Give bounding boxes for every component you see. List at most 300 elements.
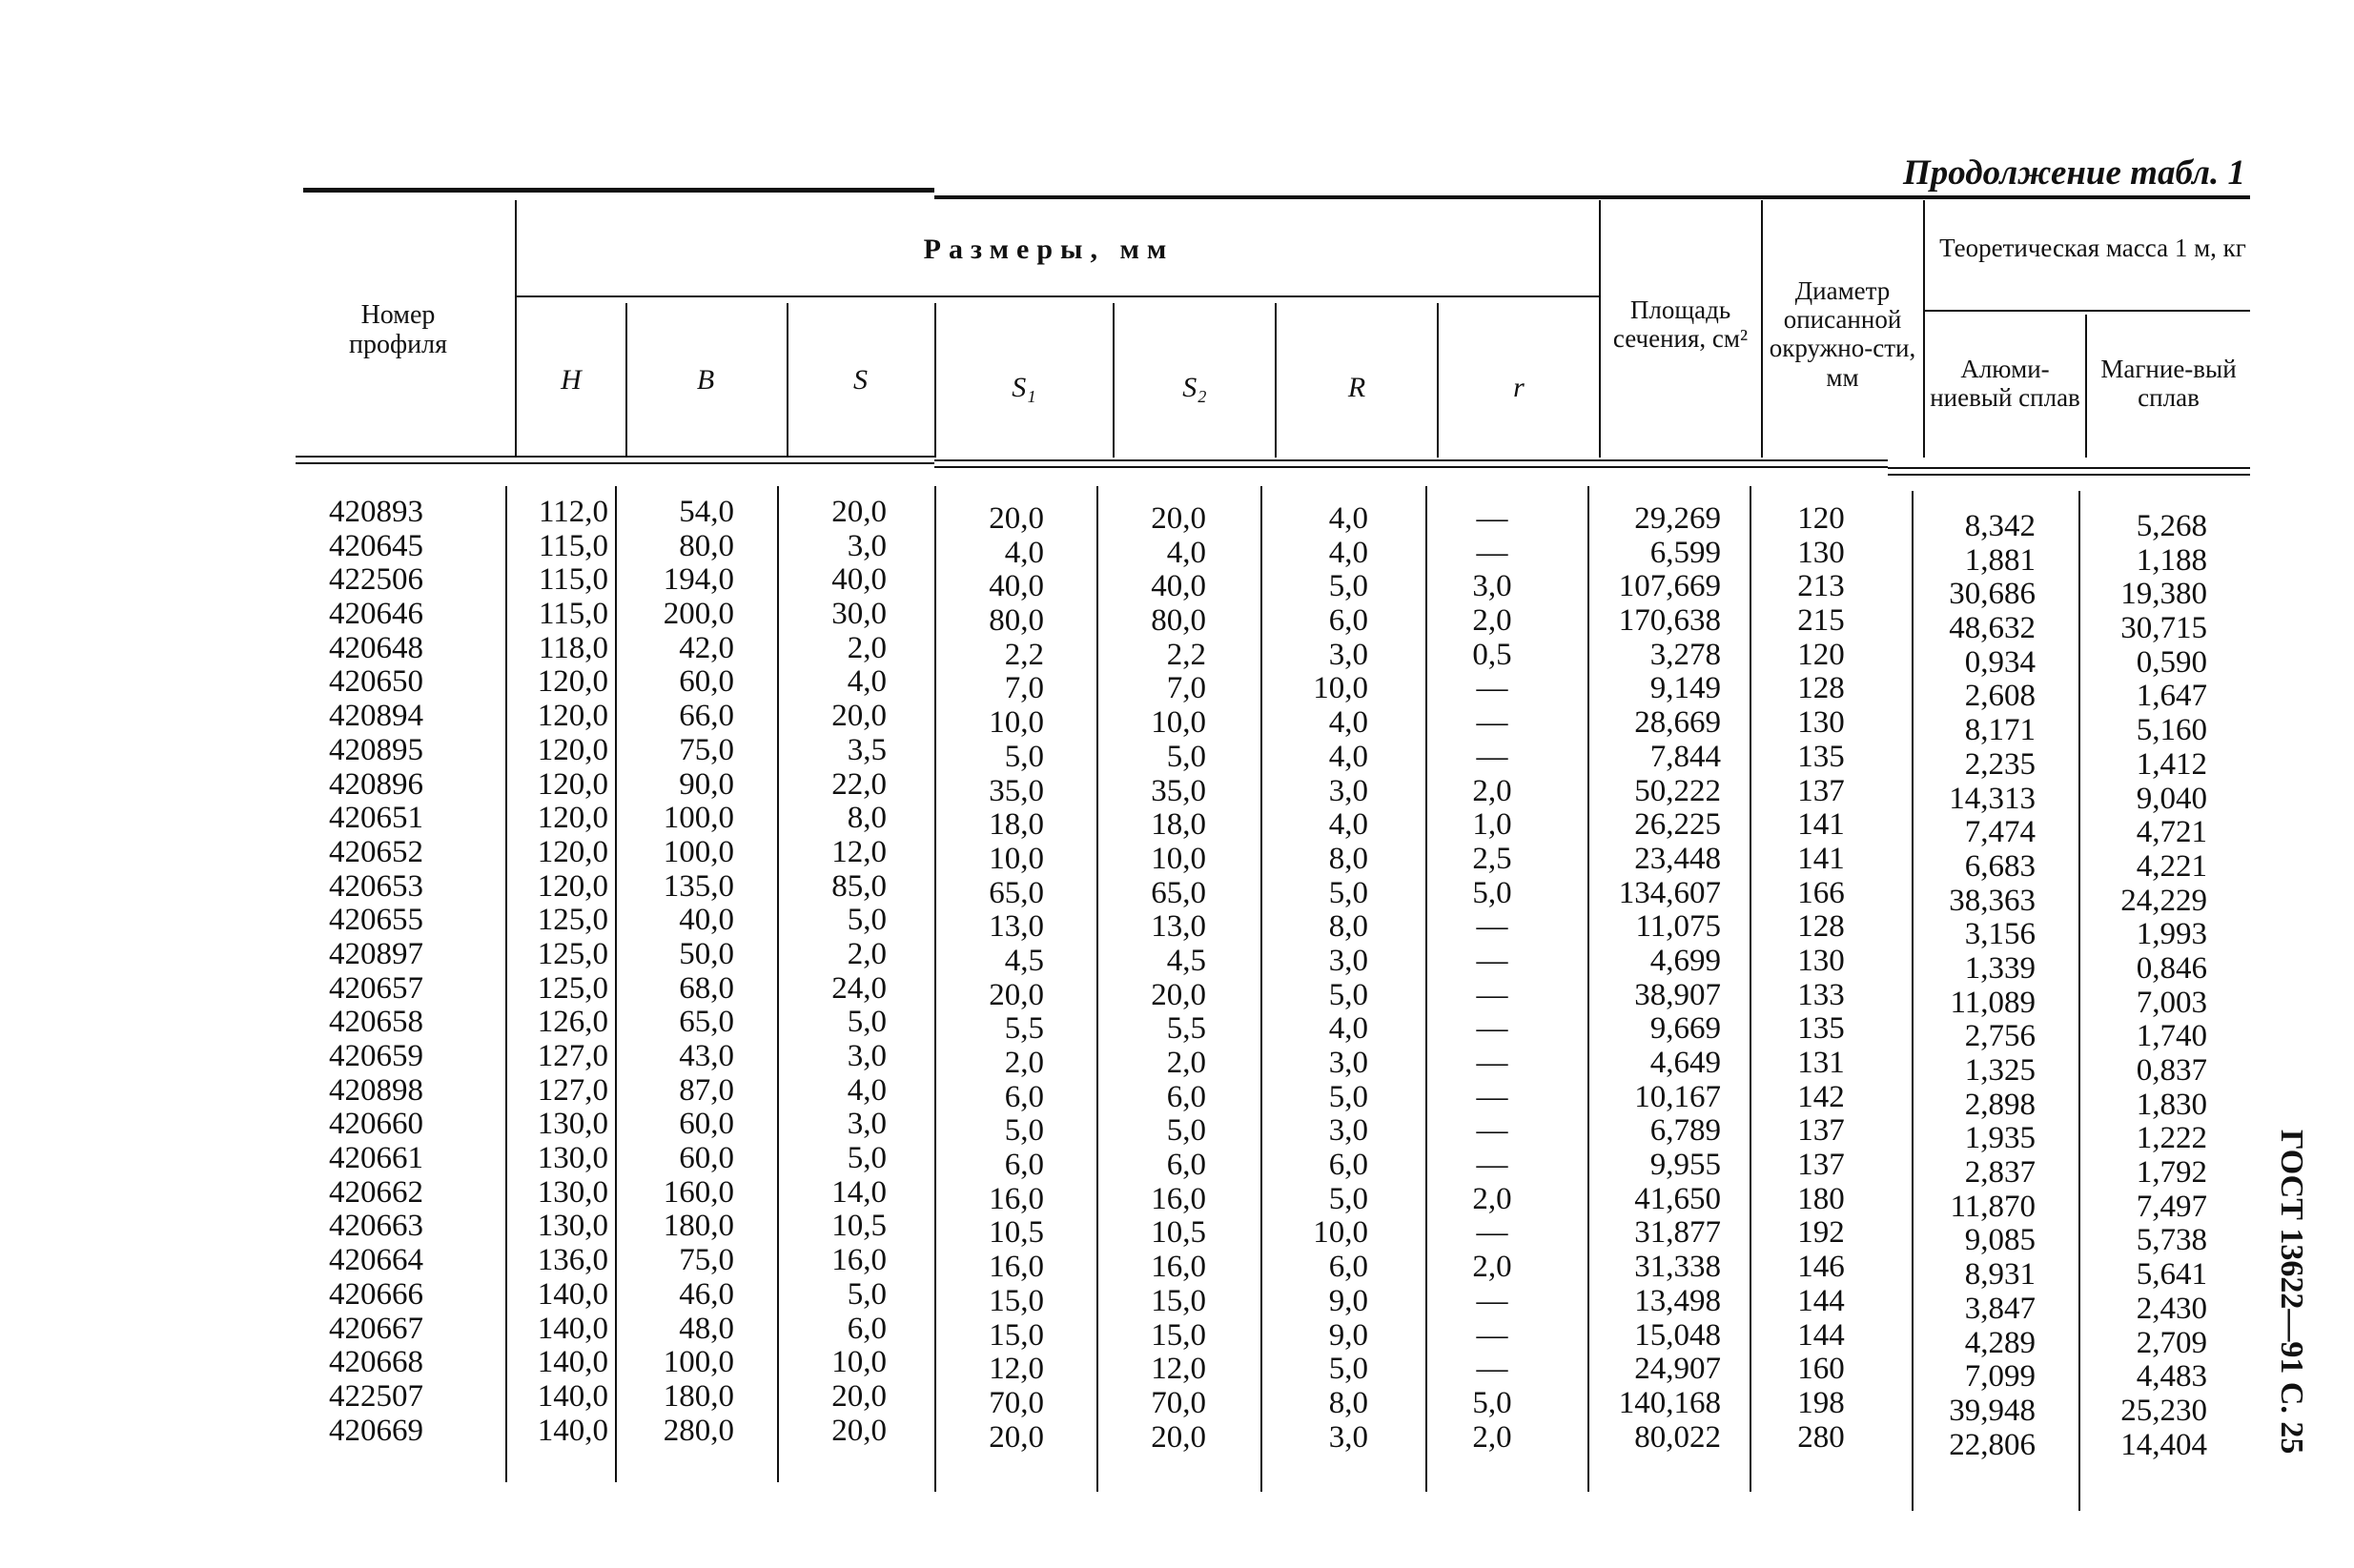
header-S: S — [853, 364, 868, 396]
cell-profile: 420664 — [329, 1243, 423, 1278]
cell-al: 8,342 — [1964, 509, 2036, 543]
cell-profile: 420662 — [329, 1174, 423, 1210]
cell-al: 1,935 — [1964, 1121, 2036, 1156]
cell-r: 3,0 — [1472, 569, 1512, 604]
cell-al: 2,608 — [1964, 679, 2036, 714]
cell-r: — — [1476, 1046, 1508, 1080]
cell-profile: 420666 — [329, 1276, 423, 1312]
body-divider — [2078, 491, 2080, 1511]
cell-H: 130,0 — [537, 1141, 608, 1176]
cell-S: 22,0 — [831, 766, 887, 802]
cell-S: 14,0 — [831, 1174, 887, 1210]
cell-mg: 0,837 — [2136, 1053, 2207, 1088]
header-divider — [625, 303, 627, 458]
body-divider — [1587, 486, 1589, 1492]
cell-H: 120,0 — [537, 732, 608, 767]
header-divider — [1923, 200, 1925, 458]
cell-H: 120,0 — [537, 699, 608, 734]
cell-area: 9,955 — [1649, 1148, 1721, 1183]
cell-al: 6,683 — [1964, 848, 2036, 884]
cell-S2: 5,0 — [1166, 739, 1206, 774]
header-divider — [1599, 200, 1601, 458]
cell-S: 2,0 — [847, 630, 887, 665]
cell-area: 4,699 — [1649, 943, 1721, 978]
cell-S1: 20,0 — [989, 977, 1044, 1012]
column-R — [1268, 502, 1368, 1455]
header-profile-number: Номер профиля — [349, 300, 447, 360]
cell-R: 3,0 — [1328, 1419, 1368, 1455]
cell-S: 4,0 — [847, 1072, 887, 1108]
cell-R: 8,0 — [1328, 1385, 1368, 1420]
cell-profile: 420896 — [329, 766, 423, 802]
cell-al: 0,934 — [1964, 644, 2036, 680]
cell-B: 54,0 — [679, 495, 734, 529]
cell-area: 10,167 — [1634, 1079, 1721, 1114]
column-S — [782, 496, 887, 1448]
cell-diameter: 146 — [1797, 1250, 1845, 1285]
cell-S: 5,0 — [847, 903, 887, 938]
top-rule-left — [303, 188, 934, 193]
cell-area: 107,669 — [1618, 569, 1721, 604]
cell-H: 120,0 — [537, 801, 608, 836]
header-area: Площадь сечения, см² — [1612, 295, 1749, 354]
cell-R: 3,0 — [1328, 943, 1368, 978]
cell-r: — — [1476, 943, 1508, 978]
body-divider — [1425, 486, 1427, 1492]
cell-S1: 2,0 — [1004, 1046, 1044, 1080]
cell-B: 66,0 — [679, 699, 734, 734]
cell-S2: 15,0 — [1151, 1317, 1206, 1353]
cell-S2: 70,0 — [1151, 1385, 1206, 1420]
cell-diameter: 130 — [1797, 943, 1845, 978]
cell-mg: 1,222 — [2136, 1121, 2207, 1156]
cell-R: 4,0 — [1328, 535, 1368, 570]
cell-mg: 1,740 — [2136, 1019, 2207, 1054]
cell-al: 39,948 — [1949, 1393, 2036, 1428]
cell-B: 90,0 — [679, 766, 734, 802]
cell-R: 5,0 — [1328, 875, 1368, 910]
cell-area: 24,907 — [1634, 1352, 1721, 1387]
cell-area: 134,607 — [1618, 875, 1721, 910]
cell-S: 24,0 — [831, 970, 887, 1006]
cell-r: 2,0 — [1472, 773, 1512, 808]
cell-mg: 30,715 — [2120, 611, 2207, 646]
cell-S1: 10,5 — [989, 1215, 1044, 1251]
cell-area: 80,022 — [1634, 1419, 1721, 1455]
cell-B: 60,0 — [679, 1107, 734, 1142]
cell-H: 130,0 — [537, 1174, 608, 1210]
cell-R: 3,0 — [1328, 1113, 1368, 1149]
cell-S1: 16,0 — [989, 1181, 1044, 1216]
cell-mg: 1,188 — [2136, 542, 2207, 578]
cell-S1: 65,0 — [989, 875, 1044, 910]
cell-S: 20,0 — [831, 1378, 887, 1414]
cell-S: 5,0 — [847, 1276, 887, 1312]
cell-S: 10,0 — [831, 1345, 887, 1380]
table-caption: Продолжение табл. 1 — [1903, 153, 2245, 193]
cell-area: 140,168 — [1618, 1385, 1721, 1420]
cell-S: 5,0 — [847, 1141, 887, 1176]
cell-S2: 20,0 — [1151, 501, 1206, 536]
cell-al: 8,931 — [1964, 1257, 2036, 1293]
body-divider — [934, 486, 936, 1492]
cell-mg: 1,792 — [2136, 1155, 2207, 1191]
cell-r: 0,5 — [1472, 637, 1512, 672]
cell-R: 5,0 — [1328, 1079, 1368, 1114]
cell-al: 7,099 — [1964, 1359, 2036, 1395]
cell-profile: 420663 — [329, 1209, 423, 1244]
cell-B: 60,0 — [679, 664, 734, 700]
cell-profile: 420653 — [329, 868, 423, 904]
cell-S1: 20,0 — [989, 501, 1044, 536]
cell-S2: 15,0 — [1151, 1283, 1206, 1318]
cell-area: 31,877 — [1634, 1215, 1721, 1251]
side-page-label: ГОСТ 13622—91 С. 25 — [2274, 1130, 2309, 1455]
cell-H: 120,0 — [537, 834, 608, 869]
sizes-group-rule — [515, 295, 1599, 297]
cell-S1: 10,0 — [989, 841, 1044, 876]
cell-S2: 16,0 — [1151, 1181, 1206, 1216]
cell-r: — — [1476, 1148, 1508, 1183]
cell-mg: 9,040 — [2136, 781, 2207, 816]
cell-r: — — [1476, 909, 1508, 945]
cell-H: 140,0 — [537, 1378, 608, 1414]
cell-mg: 4,721 — [2136, 815, 2207, 850]
header-bottom-rule — [934, 459, 1888, 461]
cell-S2: 20,0 — [1151, 1419, 1206, 1455]
cell-diameter: 120 — [1797, 501, 1845, 536]
column-diameter — [1769, 502, 1873, 1455]
cell-H: 127,0 — [537, 1039, 608, 1073]
cell-mg: 1,993 — [2136, 917, 2207, 952]
cell-profile: 420645 — [329, 528, 423, 563]
cell-H: 125,0 — [537, 970, 608, 1006]
cell-r: 5,0 — [1472, 1385, 1512, 1420]
cell-S1: 18,0 — [989, 807, 1044, 843]
cell-diameter: 120 — [1797, 637, 1845, 672]
cell-B: 100,0 — [663, 834, 734, 869]
cell-S1: 13,0 — [989, 909, 1044, 945]
cell-R: 5,0 — [1328, 1352, 1368, 1387]
header-R: R — [1347, 372, 1366, 403]
header-divider — [2085, 315, 2087, 458]
cell-mg: 14,404 — [2120, 1427, 2207, 1462]
header-diameter: Диаметр описанной окружно-сти, мм — [1769, 276, 1916, 392]
cell-al: 8,171 — [1964, 713, 2036, 748]
cell-B: 194,0 — [663, 562, 734, 598]
header-r: r — [1513, 372, 1525, 403]
column-S1 — [939, 502, 1044, 1455]
cell-S: 3,0 — [847, 528, 887, 563]
cell-B: 75,0 — [679, 1243, 734, 1278]
header-divider — [934, 303, 936, 458]
cell-profile: 420657 — [329, 970, 423, 1006]
cell-mg: 1,830 — [2136, 1087, 2207, 1122]
cell-diameter: 137 — [1797, 773, 1845, 808]
cell-diameter: 141 — [1797, 841, 1845, 876]
cell-diameter: 131 — [1797, 1046, 1845, 1080]
cell-S2: 4,0 — [1166, 535, 1206, 570]
cell-S2: 6,0 — [1166, 1079, 1206, 1114]
header-mass-group: Теоретическая масса 1 м, кг — [1939, 234, 2246, 262]
cell-R: 3,0 — [1328, 1046, 1368, 1080]
cell-r: — — [1476, 1283, 1508, 1318]
cell-S2: 35,0 — [1151, 773, 1206, 808]
cell-S1: 20,0 — [989, 1419, 1044, 1455]
cell-S1: 5,0 — [1004, 1113, 1044, 1149]
cell-al: 38,363 — [1949, 883, 2036, 918]
cell-al: 1,881 — [1964, 542, 2036, 578]
header-S1: S₁ — [1012, 372, 1036, 403]
header-magnesium: Магние-вый сплав — [2100, 355, 2237, 413]
cell-H: 127,0 — [537, 1072, 608, 1108]
cell-area: 29,269 — [1634, 501, 1721, 536]
cell-S1: 5,0 — [1004, 739, 1044, 774]
header-bottom-rule — [934, 466, 1888, 468]
cell-r: 2,0 — [1472, 603, 1512, 639]
cell-r: — — [1476, 501, 1508, 536]
cell-mg: 5,268 — [2136, 509, 2207, 543]
cell-S1: 6,0 — [1004, 1079, 1044, 1114]
cell-H: 120,0 — [537, 868, 608, 904]
cell-profile: 420646 — [329, 597, 423, 632]
cell-al: 11,870 — [1950, 1189, 2036, 1224]
cell-r: 5,0 — [1472, 875, 1512, 910]
header-bottom-rule — [296, 456, 934, 458]
cell-diameter: 141 — [1797, 807, 1845, 843]
cell-S2: 6,0 — [1166, 1148, 1206, 1183]
cell-mg: 19,380 — [2120, 577, 2207, 612]
column-r — [1440, 502, 1545, 1455]
cell-S2: 5,0 — [1166, 1113, 1206, 1149]
cell-r: — — [1476, 977, 1508, 1012]
cell-profile: 420661 — [329, 1141, 423, 1176]
header-S2: S₂ — [1182, 372, 1207, 403]
cell-R: 5,0 — [1328, 569, 1368, 604]
top-rule-right — [934, 195, 2250, 199]
cell-mg: 4,221 — [2136, 848, 2207, 884]
cell-S: 5,0 — [847, 1005, 887, 1040]
cell-H: 140,0 — [537, 1345, 608, 1380]
cell-diameter: 137 — [1797, 1148, 1845, 1183]
cell-S: 16,0 — [831, 1243, 887, 1278]
body-divider — [1750, 486, 1751, 1492]
cell-S1: 15,0 — [989, 1283, 1044, 1318]
cell-S2: 10,5 — [1151, 1215, 1206, 1251]
cell-area: 50,222 — [1634, 773, 1721, 808]
cell-H: 140,0 — [537, 1311, 608, 1346]
cell-R: 5,0 — [1328, 1181, 1368, 1216]
cell-B: 60,0 — [679, 1141, 734, 1176]
cell-diameter: 280 — [1797, 1419, 1845, 1455]
cell-S1: 12,0 — [989, 1352, 1044, 1387]
cell-S: 20,0 — [831, 1413, 887, 1448]
cell-mg: 4,483 — [2136, 1359, 2207, 1395]
cell-al: 22,806 — [1949, 1427, 2036, 1462]
cell-S: 10,5 — [831, 1209, 887, 1244]
cell-r: — — [1476, 1317, 1508, 1353]
column-magnesium-mass — [2088, 510, 2207, 1462]
cell-S2: 12,0 — [1151, 1352, 1206, 1387]
header-aluminium: Алюми-ниевый сплав — [1930, 355, 2080, 413]
cell-area: 41,650 — [1634, 1181, 1721, 1216]
header-divider — [515, 200, 517, 458]
cell-diameter: 137 — [1797, 1113, 1845, 1149]
cell-area: 6,599 — [1649, 535, 1721, 570]
cell-B: 75,0 — [679, 732, 734, 767]
cell-S: 85,0 — [831, 868, 887, 904]
cell-area: 23,448 — [1634, 841, 1721, 876]
cell-B: 65,0 — [679, 1005, 734, 1040]
cell-r: 2,0 — [1472, 1419, 1512, 1455]
cell-profile: 420655 — [329, 903, 423, 938]
cell-r: — — [1476, 1079, 1508, 1114]
cell-B: 42,0 — [679, 630, 734, 665]
header-bottom-rule — [1888, 467, 2250, 469]
cell-S: 20,0 — [831, 699, 887, 734]
cell-S2: 2,0 — [1166, 1046, 1206, 1080]
cell-area: 13,498 — [1634, 1283, 1721, 1318]
cell-S2: 18,0 — [1151, 807, 1206, 843]
cell-r: — — [1476, 671, 1508, 706]
cell-S: 4,0 — [847, 664, 887, 700]
cell-S1: 35,0 — [989, 773, 1044, 808]
cell-S: 6,0 — [847, 1311, 887, 1346]
cell-B: 160,0 — [663, 1174, 734, 1210]
cell-S1: 70,0 — [989, 1385, 1044, 1420]
cell-r: 2,0 — [1472, 1250, 1512, 1285]
cell-diameter: 180 — [1797, 1181, 1845, 1216]
cell-mg: 5,160 — [2136, 713, 2207, 748]
cell-profile: 420895 — [329, 732, 423, 767]
cell-profile: 420668 — [329, 1345, 423, 1380]
cell-profile: 420667 — [329, 1311, 423, 1346]
header-divider — [787, 303, 788, 458]
cell-al: 1,325 — [1964, 1053, 2036, 1088]
header-divider — [1275, 303, 1277, 458]
cell-area: 4,649 — [1649, 1046, 1721, 1080]
cell-area: 31,338 — [1634, 1250, 1721, 1285]
cell-al: 2,837 — [1964, 1155, 2036, 1191]
cell-r: — — [1476, 1011, 1508, 1047]
cell-al: 9,085 — [1964, 1223, 2036, 1258]
cell-B: 180,0 — [663, 1378, 734, 1414]
mass-group-rule — [1923, 310, 2250, 312]
cell-al: 11,089 — [1950, 985, 2036, 1020]
cell-R: 8,0 — [1328, 909, 1368, 945]
cell-profile: 420648 — [329, 630, 423, 665]
cell-profile: 420652 — [329, 834, 423, 869]
cell-S1: 7,0 — [1004, 671, 1044, 706]
cell-R: 4,0 — [1328, 807, 1368, 843]
cell-R: 5,0 — [1328, 977, 1368, 1012]
cell-R: 4,0 — [1328, 1011, 1368, 1047]
cell-R: 8,0 — [1328, 841, 1368, 876]
cell-S2: 4,5 — [1166, 943, 1206, 978]
cell-H: 115,0 — [538, 597, 608, 632]
cell-profile: 420651 — [329, 801, 423, 836]
cell-R: 4,0 — [1328, 705, 1368, 741]
cell-B: 40,0 — [679, 903, 734, 938]
cell-S: 3,5 — [847, 732, 887, 767]
cell-diameter: 128 — [1797, 671, 1845, 706]
cell-S1: 16,0 — [989, 1250, 1044, 1285]
cell-S: 8,0 — [847, 801, 887, 836]
header-sizes-group: Размеры, мм — [923, 234, 1175, 265]
cell-H: 120,0 — [537, 664, 608, 700]
cell-S2: 20,0 — [1151, 977, 1206, 1012]
cell-diameter: 144 — [1797, 1317, 1845, 1353]
cell-r: — — [1476, 739, 1508, 774]
cell-H: 136,0 — [537, 1243, 608, 1278]
cell-al: 4,289 — [1964, 1325, 2036, 1360]
cell-S: 12,0 — [831, 834, 887, 869]
cell-diameter: 144 — [1797, 1283, 1845, 1318]
cell-r: 2,5 — [1472, 841, 1512, 876]
body-divider — [615, 486, 617, 1482]
cell-B: 135,0 — [663, 868, 734, 904]
cell-S2: 13,0 — [1151, 909, 1206, 945]
cell-S2: 80,0 — [1151, 603, 1206, 639]
cell-mg: 1,412 — [2136, 746, 2207, 782]
cell-diameter: 198 — [1797, 1385, 1845, 1420]
cell-area: 170,638 — [1618, 603, 1721, 639]
cell-S1: 6,0 — [1004, 1148, 1044, 1183]
cell-R: 9,0 — [1328, 1317, 1368, 1353]
cell-H: 125,0 — [537, 903, 608, 938]
cell-profile: 420650 — [329, 664, 423, 700]
cell-H: 125,0 — [537, 936, 608, 971]
cell-area: 28,669 — [1634, 705, 1721, 741]
body-divider — [777, 486, 779, 1482]
cell-area: 3,278 — [1649, 637, 1721, 672]
cell-B: 100,0 — [663, 1345, 734, 1380]
cell-al: 1,339 — [1964, 950, 2036, 986]
cell-S2: 2,2 — [1166, 637, 1206, 672]
cell-profile: 420660 — [329, 1107, 423, 1142]
column-S2 — [1101, 502, 1206, 1455]
cell-profile: 420897 — [329, 936, 423, 971]
cell-diameter: 215 — [1797, 603, 1845, 639]
cell-H: 112,0 — [538, 495, 608, 529]
header-bottom-rule — [1888, 474, 2250, 476]
cell-area: 38,907 — [1634, 977, 1721, 1012]
cell-S2: 10,0 — [1151, 841, 1206, 876]
cell-B: 80,0 — [679, 528, 734, 563]
cell-al: 14,313 — [1949, 781, 2036, 816]
cell-diameter: 213 — [1797, 569, 1845, 604]
cell-diameter: 142 — [1797, 1079, 1845, 1114]
cell-area: 26,225 — [1634, 807, 1721, 843]
cell-B: 180,0 — [663, 1209, 734, 1244]
header-divider — [1437, 303, 1439, 458]
cell-al: 30,686 — [1949, 577, 2036, 612]
cell-S1: 2,2 — [1004, 637, 1044, 672]
cell-R: 10,0 — [1313, 671, 1368, 706]
cell-diameter: 130 — [1797, 535, 1845, 570]
cell-H: 115,0 — [538, 528, 608, 563]
cell-H: 126,0 — [537, 1005, 608, 1040]
column-area — [1602, 502, 1721, 1455]
cell-mg: 25,230 — [2120, 1393, 2207, 1428]
cell-diameter: 128 — [1797, 909, 1845, 945]
cell-B: 200,0 — [663, 597, 734, 632]
column-profile-number — [329, 496, 491, 1448]
cell-S2: 65,0 — [1151, 875, 1206, 910]
cell-S: 40,0 — [831, 562, 887, 598]
cell-R: 10,0 — [1313, 1215, 1368, 1251]
cell-al: 2,898 — [1964, 1087, 2036, 1122]
